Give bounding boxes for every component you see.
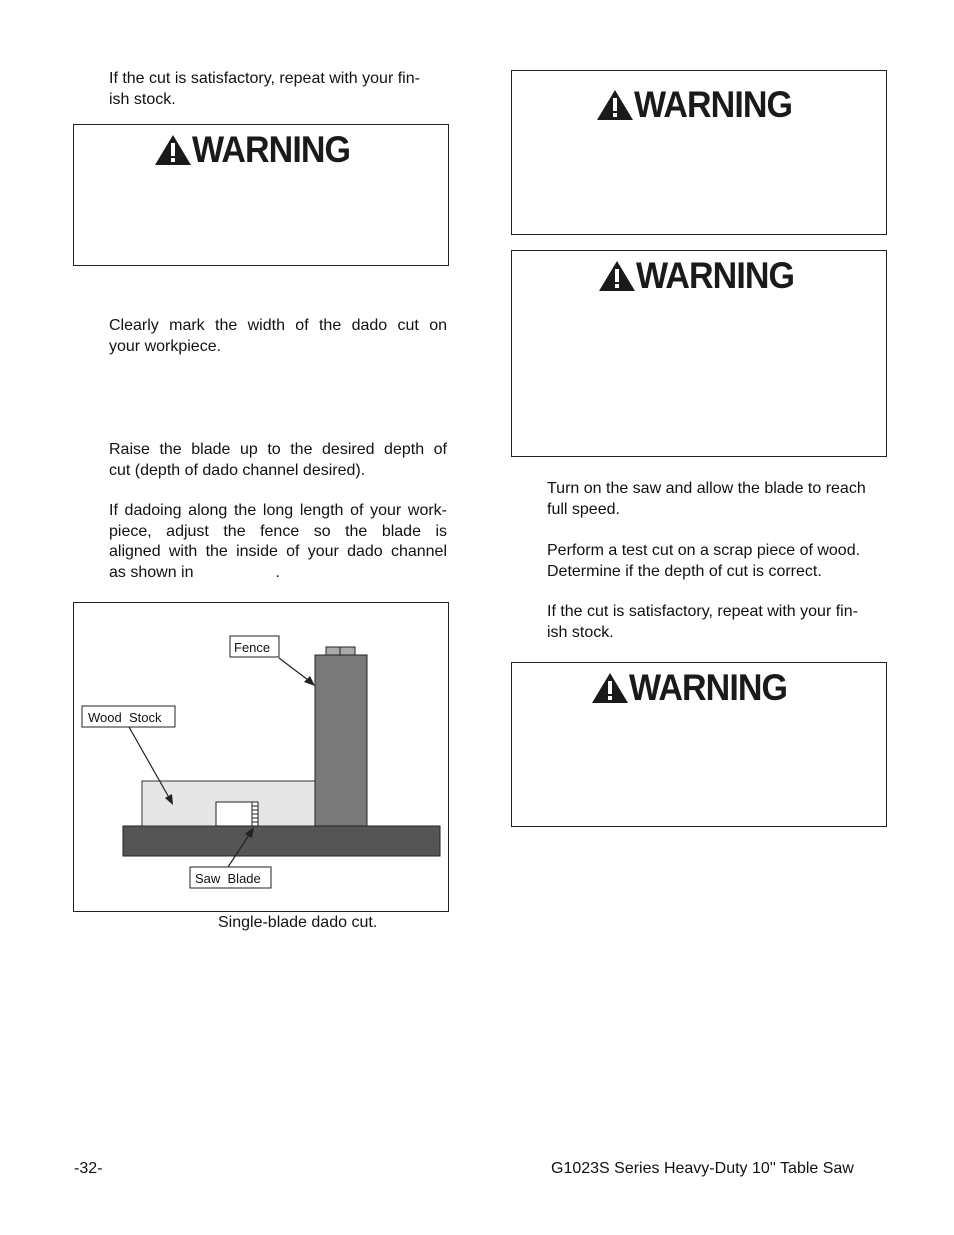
- warning-header: [595, 86, 806, 123]
- paragraph-finish-stock-right: [547, 602, 892, 643]
- text-line: ish stock.: [109, 90, 176, 108]
- paragraph-raise-blade: [109, 440, 447, 481]
- text-line: If the cut is satisfactory, repeat with your fin-: [547, 603, 858, 620]
- manual-title: G1023S Series Heavy-Duty 10'' Table Saw: [551, 1160, 854, 1177]
- warning-triangle-icon: [153, 133, 193, 167]
- warning-triangle-icon: [595, 88, 635, 122]
- wood-stock-label: Wood Stock: [88, 710, 162, 725]
- warning-box-1: [73, 124, 449, 266]
- saw-blade-shape: [252, 802, 258, 826]
- warning-label: WARNING: [629, 667, 788, 708]
- warning-header: [597, 257, 808, 294]
- paragraph-adjust-fence: [109, 501, 447, 583]
- table-surface: [123, 826, 440, 856]
- page-number: -32-: [74, 1160, 103, 1177]
- saw-blade-label: Saw Blade: [195, 871, 261, 886]
- warning-triangle-icon: [597, 259, 637, 293]
- text-line: ish stock.: [547, 623, 614, 641]
- warning-box-2: [511, 70, 887, 235]
- dado-cut-diagram: [74, 603, 447, 910]
- text-line: Clearly mark the width of the dado cut on: [109, 317, 447, 334]
- warning-label: WARNING: [192, 129, 351, 170]
- text-line: cut (depth of dado channel desired).: [109, 461, 366, 479]
- paragraph-mark-width: [109, 316, 447, 357]
- paragraph-test-cut: [547, 541, 892, 582]
- warning-box-4: [511, 662, 887, 827]
- fence-shape: [315, 655, 367, 826]
- text-line: full speed.: [547, 500, 620, 518]
- dado-channel: [216, 802, 252, 826]
- figure-caption: Single-blade dado cut.: [218, 914, 378, 931]
- warning-box-3: [511, 250, 887, 457]
- text-line: If the cut is satisfactory, repeat with your fin-: [109, 70, 420, 87]
- paragraph-turn-on-saw: [547, 479, 892, 520]
- text-line: Raise the blade up to the desired depth of: [109, 441, 447, 458]
- fence-label: Fence: [234, 640, 271, 655]
- text-line: Turn on the saw and allow the blade to reach: [547, 480, 866, 497]
- text-line: Determine if the depth of cut is correct.: [547, 562, 822, 580]
- warning-label: WARNING: [636, 255, 795, 296]
- text-line: aligned with the inside of your dado channel: [109, 543, 447, 560]
- text-fragment: .: [275, 563, 280, 581]
- paragraph-finish-stock-left: [109, 69, 449, 110]
- text-line: [109, 563, 447, 584]
- figure-dado-cut: [73, 602, 449, 912]
- warning-header: [153, 131, 364, 168]
- text-fragment: as shown in: [109, 563, 194, 581]
- text-line: Perform a test cut on a scrap piece of wood.: [547, 542, 861, 559]
- text-line: your workpiece.: [109, 337, 222, 355]
- warning-label: WARNING: [634, 84, 793, 125]
- text-line: If dadoing along the long length of your work-: [109, 502, 447, 519]
- warning-triangle-icon: [590, 671, 630, 705]
- text-line: piece, adjust the fence so the blade is: [109, 522, 447, 540]
- warning-header: [590, 669, 801, 706]
